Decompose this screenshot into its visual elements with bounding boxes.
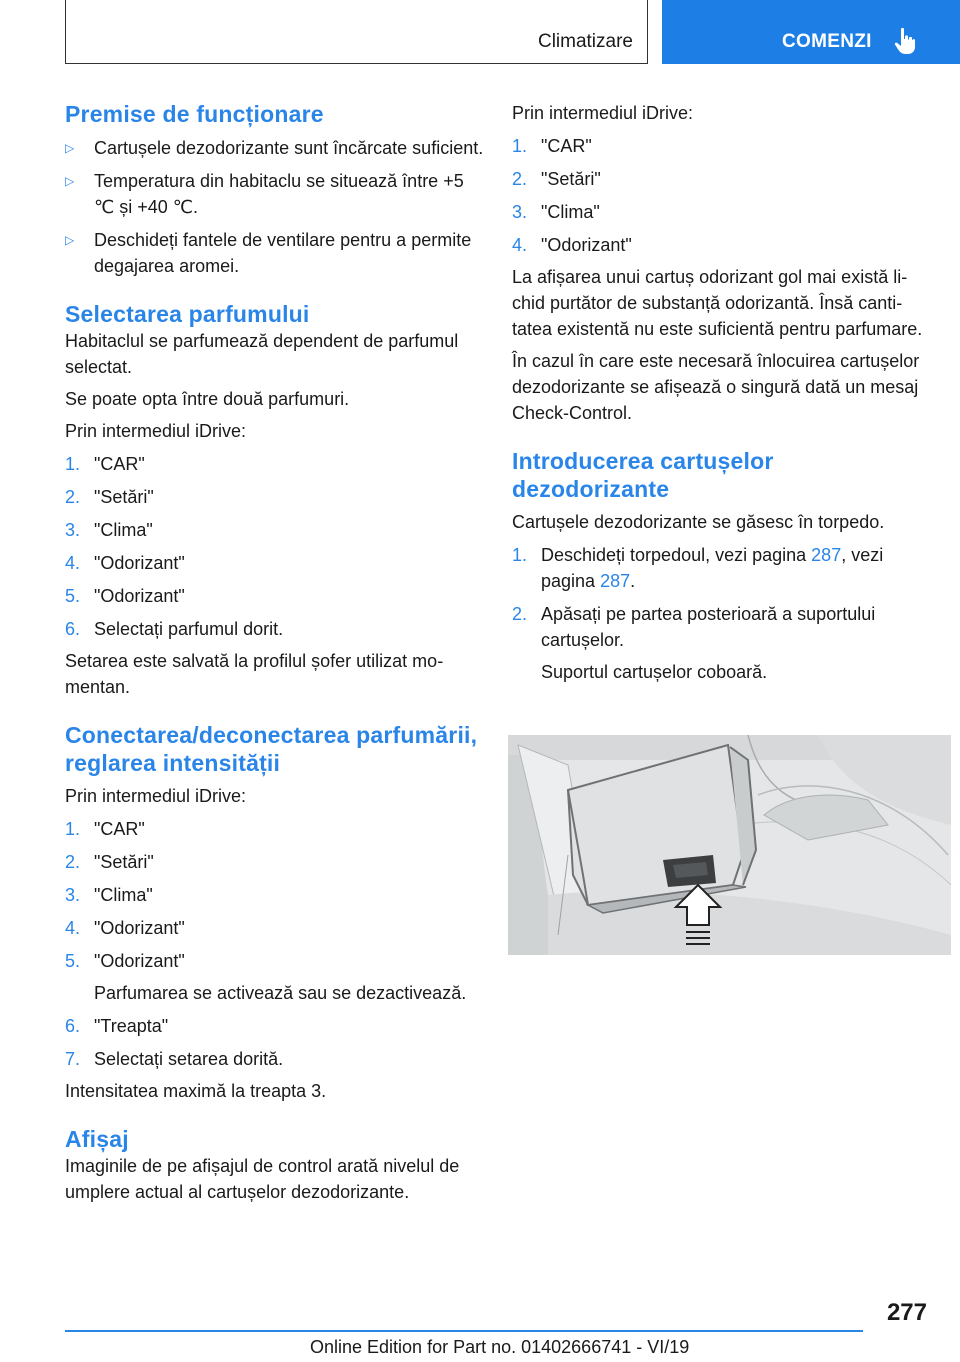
list-item: 3. "Clima" bbox=[65, 520, 153, 540]
header-tab-comenzi[interactable] bbox=[662, 0, 960, 64]
paragraph: Habitaclul se parfumează dependent de parfumul selectat. bbox=[65, 331, 459, 377]
paragraph: Imaginile de pe afișajul de control arată nivelul de umplere actual al cartușelor dezodorizante. bbox=[65, 1156, 460, 1202]
conectarea-steps bbox=[65, 816, 485, 1072]
footer-divider bbox=[65, 1330, 863, 1332]
heading-conectarea: Conectarea/deconectarea parfumării, reglarea intensității bbox=[65, 722, 478, 776]
list-item: 5. "Odorizant" Parfumarea se activează sau se dezactivează. bbox=[65, 948, 485, 1006]
list-item: 3. "Clima" bbox=[65, 885, 153, 905]
paragraph: Setarea este salvată la profilul șofer utilizat momentan. bbox=[65, 651, 444, 697]
heading-introducerea: Introducerea cartușelor dezodorizante bbox=[512, 448, 774, 502]
step-note: Parfumarea se activează sau se dezactivează. bbox=[94, 983, 467, 1003]
list-item: 2. "Setări" bbox=[512, 169, 601, 189]
page-link[interactable]: 287 bbox=[600, 571, 631, 591]
header-section-box bbox=[65, 0, 648, 64]
list-item: 1. "CAR" bbox=[512, 136, 592, 156]
list-item: 6. Selectați parfumul dorit. bbox=[65, 619, 284, 639]
heading-premise: Premise de funcționare bbox=[65, 101, 324, 127]
header-section-title: Climatizare bbox=[537, 31, 633, 52]
list-item: 2. "Setări" bbox=[65, 487, 154, 507]
header-tab-label: COMENZI bbox=[782, 31, 872, 52]
list-item: 5. "Odorizant" bbox=[65, 586, 185, 606]
selectarea-steps bbox=[65, 451, 485, 642]
list-item: ▷ Cartușele dezodorizante sunt încărcate suficient. bbox=[65, 135, 485, 161]
list-item: 1. Deschideți torpedoul, vezi pagina 287, vezi pagina 287. bbox=[512, 545, 884, 591]
step-note: Suportul cartușelor coboară. bbox=[541, 662, 768, 682]
triangle-bullet-icon: ▷ bbox=[65, 141, 75, 155]
heading-selectarea: Selectarea parfumului bbox=[65, 301, 310, 327]
paragraph: Cartușele dezodorizante se găsesc în torpedo. bbox=[512, 512, 885, 532]
heading-afisaj: Afișaj bbox=[65, 1126, 129, 1152]
list-item: 1. "CAR" bbox=[65, 454, 145, 474]
list-item: 2. "Setări" bbox=[65, 852, 154, 872]
pointing-hand-icon bbox=[894, 27, 916, 55]
right-steps bbox=[512, 133, 927, 258]
footer-edition: Online Edition for Part no. 01402666741 - VI/19 bbox=[310, 1337, 690, 1357]
left-column bbox=[65, 100, 485, 1205]
list-item: 4. "Odorizant" bbox=[512, 235, 632, 255]
list-item: 2. Apăsați pe partea posterioară a suportului cartușelor. Suportul cartușelor coboară. bbox=[512, 601, 927, 685]
premise-list bbox=[65, 135, 485, 279]
glovebox-illustration bbox=[508, 735, 951, 955]
right-column bbox=[512, 100, 927, 685]
list-item: ▷ Temperatura din habitaclu se situează între +5 ℃ și +40 ℃. bbox=[65, 168, 485, 220]
list-item: 1. "CAR" bbox=[65, 819, 145, 839]
paragraph: Prin intermediul iDrive: bbox=[512, 103, 694, 123]
paragraph: La afișarea unui cartuș odorizant gol mai există lichid purtător de substanță odorizantă. Însă cantitatea existentă nu este suficientă pentru parfumare. bbox=[512, 267, 923, 339]
page-link[interactable]: 287 bbox=[811, 545, 842, 565]
list-item: 7. Selectați setarea dorită. bbox=[65, 1049, 284, 1069]
list-item: ▷ Deschideți fantele de ventilare pentru a permite degajarea aromei. bbox=[65, 227, 485, 279]
glovebox-drawing bbox=[508, 735, 951, 955]
triangle-bullet-icon: ▷ bbox=[65, 233, 75, 247]
paragraph: Prin intermediul iDrive: bbox=[65, 421, 247, 441]
paragraph: În cazul în care este necesară înlocuirea cartușelor dezodorizante se afișează o singură dată un mesaj Check-Control. bbox=[512, 351, 920, 423]
paragraph: Intensitatea maximă la treapta 3. bbox=[65, 1081, 327, 1101]
list-item: 6. "Treapta" bbox=[65, 1016, 169, 1036]
list-item: 4. "Odorizant" bbox=[65, 918, 185, 938]
paragraph: Prin intermediul iDrive: bbox=[65, 786, 247, 806]
list-item: 4. "Odorizant" bbox=[65, 553, 185, 573]
list-item: 3. "Clima" bbox=[512, 202, 600, 222]
triangle-bullet-icon: ▷ bbox=[65, 174, 75, 188]
introducerea-steps bbox=[512, 542, 927, 685]
page-number: 277 bbox=[886, 1299, 927, 1326]
paragraph: Se poate opta între două parfumuri. bbox=[65, 389, 350, 409]
